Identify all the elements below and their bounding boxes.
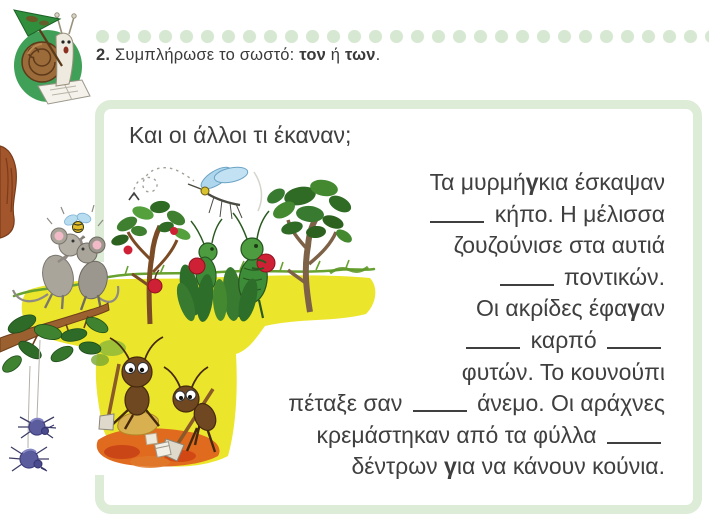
fill-blank xyxy=(466,347,520,349)
fill-in-text xyxy=(219,167,665,483)
snail-mascot-icon xyxy=(6,4,98,108)
highlighted-text: γ xyxy=(444,453,457,480)
text-segment: κρεμάστηκαν από τα φύλλα xyxy=(316,421,603,448)
fill-text-line xyxy=(219,357,665,389)
highlighted-text: των xyxy=(344,46,376,64)
text-segment: Συμπλήρωσε το σωστό: xyxy=(110,46,300,64)
text-segment: φυτών. Το κουνούπι xyxy=(461,358,665,385)
fill-text-line xyxy=(219,167,665,199)
apple-icon xyxy=(124,246,133,255)
text-segment: αν xyxy=(640,295,665,322)
fill-text-line xyxy=(219,230,665,262)
text-segment: ια να κάνουν κούνια. xyxy=(456,453,665,480)
highlighted-text: 2. xyxy=(96,46,111,64)
apple-icon xyxy=(148,279,162,293)
fill-text-line xyxy=(219,420,665,452)
tree-trunk-icon xyxy=(0,146,16,238)
fruit-icon xyxy=(189,258,205,274)
fill-text-line xyxy=(219,388,665,420)
fill-text-line xyxy=(219,262,665,294)
highlighted-text: γ xyxy=(627,295,641,322)
exercise-instruction xyxy=(96,46,380,65)
text-segment: Οι ακρίδες έφα xyxy=(476,295,628,322)
fill-text-line xyxy=(219,293,665,325)
fill-blank xyxy=(413,410,467,412)
text-segment: κια έσκαψαν xyxy=(538,169,665,195)
text-segment: ή xyxy=(326,46,345,64)
fill-blank xyxy=(607,347,661,349)
fill-blank xyxy=(430,221,484,223)
bee-icon xyxy=(63,212,92,233)
text-segment: καρπό xyxy=(524,326,603,353)
question-title: Και οι άλλοι τι έκαναν; xyxy=(129,122,352,148)
text-segment: άνεμο. Οι αράχνες xyxy=(470,390,665,417)
text-segment: δέντρων xyxy=(351,453,445,480)
fill-blank xyxy=(500,284,554,286)
fill-text-line xyxy=(219,451,665,483)
text-segment: πέταξε σαν xyxy=(288,390,409,417)
fill-text-line xyxy=(219,199,665,231)
dotted-rule-decoration xyxy=(96,30,709,43)
apple-icon xyxy=(170,227,178,235)
text-segment: ζουζούνισε στα αυτιά xyxy=(453,232,665,259)
text-segment: ποντικών. xyxy=(557,263,665,290)
text-segment: Τα μυρμή xyxy=(429,169,526,195)
fill-text-line xyxy=(219,325,665,357)
text-segment: . xyxy=(375,46,381,64)
text-segment: κήπο. Η μέλισσα xyxy=(488,200,665,227)
fill-blank xyxy=(607,442,661,444)
highlighted-text: τον xyxy=(299,46,327,64)
highlighted-text: γ xyxy=(525,169,539,195)
